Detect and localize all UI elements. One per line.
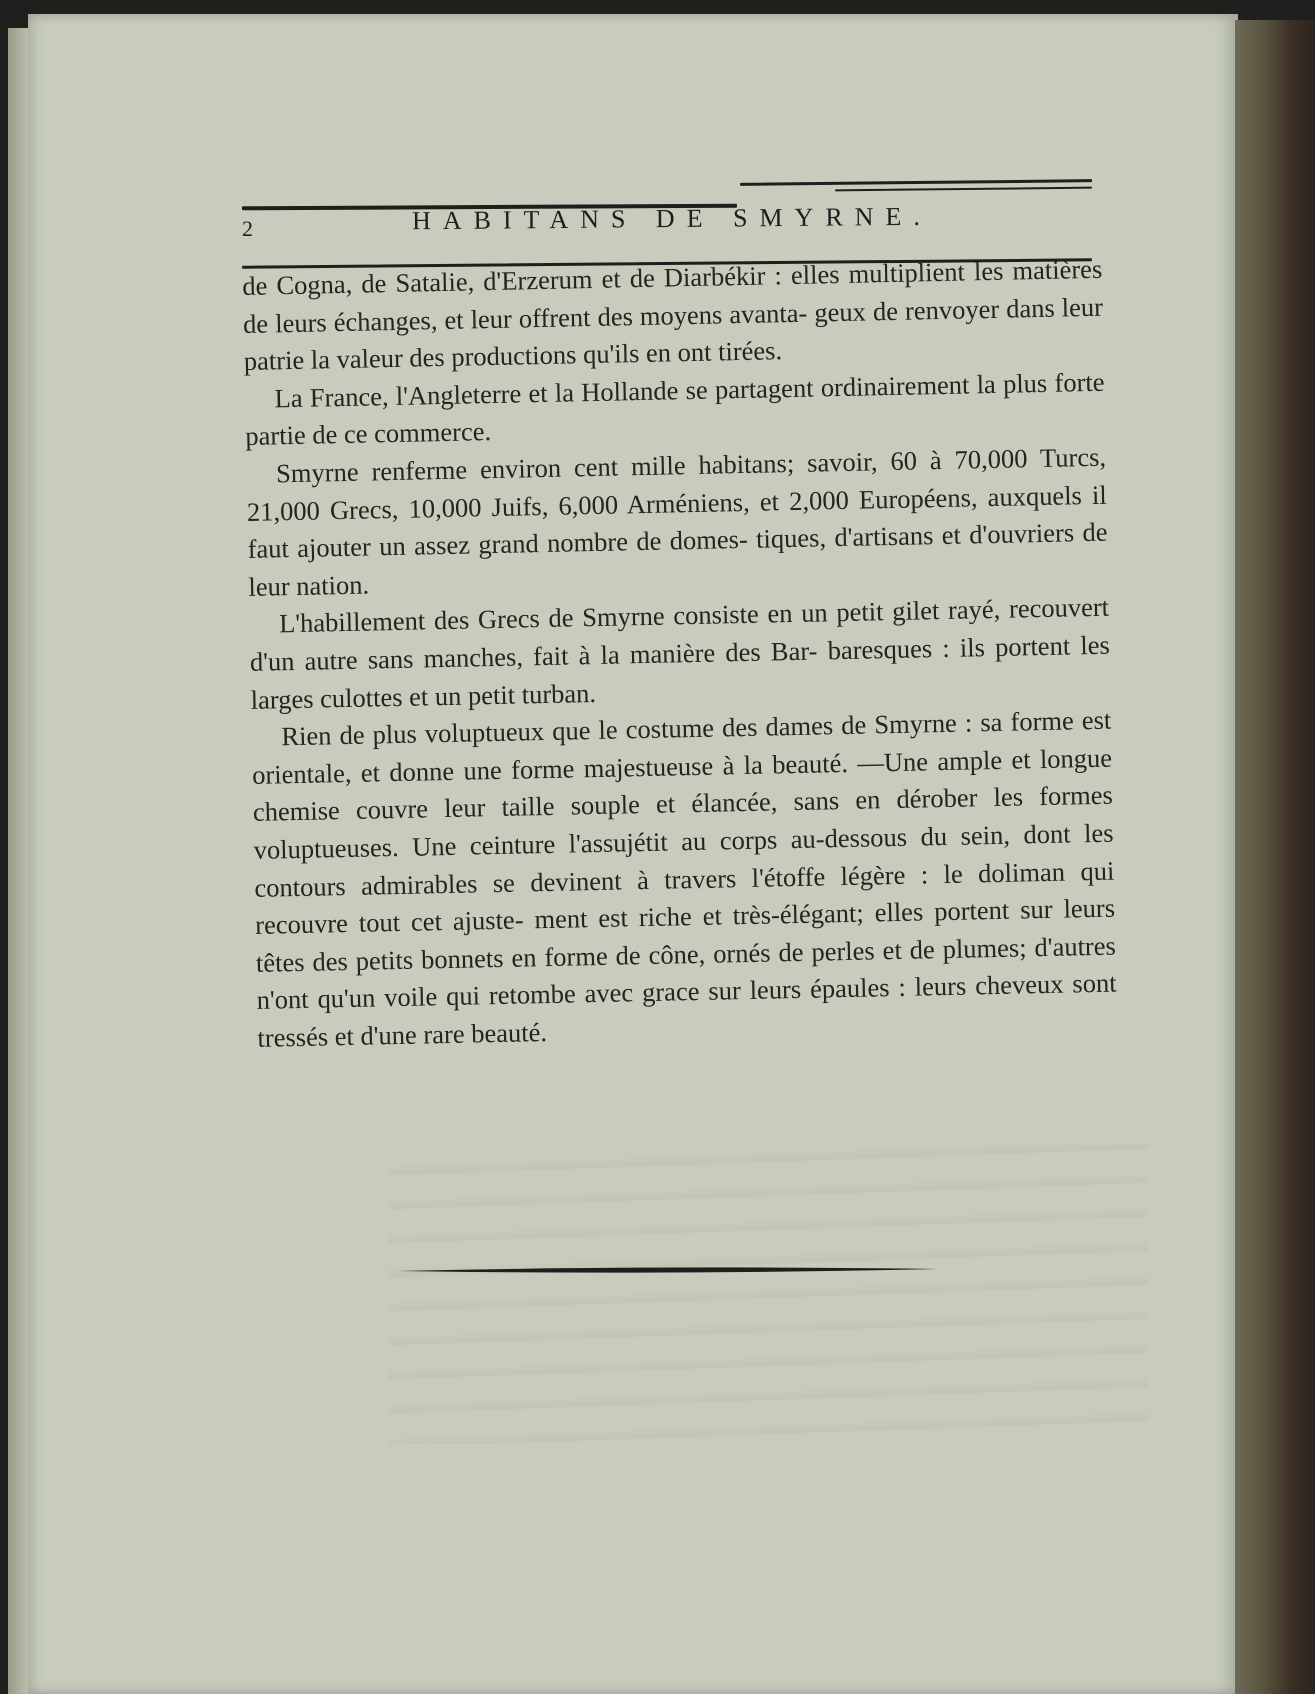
text-line: de Cogna, de Satalie, d'Erzerum et de Diarbékir : elles multiplient <box>242 256 966 301</box>
text-line: en ont tirées. <box>645 335 783 369</box>
text-line: Smyrne renferme environ cent mille habitans; savoir, 60 à 70,000 <box>275 443 1028 489</box>
text-line: sans en dérober les formes voluptueuses. Une ceinture l'assujétit au <box>253 779 1114 865</box>
paragraph <box>242 251 1104 381</box>
text-line: ment est riche et très-élégant; elles portent sur leurs têtes des petits <box>255 892 1116 978</box>
text-line: forme est orientale, et donne une forme majestueuse à la beauté. <box>251 704 1112 790</box>
closing-ornament-rule <box>398 1266 938 1274</box>
paragraph <box>251 702 1118 1058</box>
text-line: les matières de leurs échanges, et leur offrent des moyens avanta- <box>242 253 1103 339</box>
page-header <box>242 201 1092 244</box>
text-line: Européens, auxquels il faut ajouter un assez grand nombre de domes- <box>247 479 1108 565</box>
text-line: rayé, recouvert d'un autre sans manches, fait à la manière des Bar- <box>249 592 1110 677</box>
bleed-through <box>388 1144 1148 1444</box>
text-line: L'habillement des Grecs de Smyrne consiste en un petit gilet <box>278 595 940 639</box>
book-cover-edge <box>1235 20 1315 1694</box>
text-line: corps au-dessous du sein, dont les contours admirables se devinent <box>254 817 1114 903</box>
text-line: Turcs, 21,000 Grecs, 10,000 Juifs, 6,000 Arméniens, et 2,000 <box>246 441 1107 527</box>
paragraph <box>249 589 1111 719</box>
text-line: bonnets en forme de cône, ornés de perles et de plumes; d'autres n'ont <box>256 930 1117 1016</box>
text-line: tiques, d'artisans et d'ouvriers de leur nation. <box>248 516 1108 602</box>
text-line: la plus forte partie de ce commerce. <box>245 366 1105 452</box>
paragraph <box>246 439 1109 607</box>
page-number: 2 <box>242 216 253 241</box>
text-line: baresques : ils portent les larges culottes et un petit turban. <box>250 629 1111 715</box>
running-title: HABITANS DE SMYRNE. <box>411 201 933 236</box>
text-line: sont tressés et d'une rare beauté. <box>257 967 1117 1053</box>
text-line: à travers l'étoffe légère : le doliman qui recouvre tout cet ajuste- <box>254 855 1115 940</box>
text-line: —Une ample et longue chemise couvre leur taille souple et élancée, <box>252 742 1113 828</box>
body-text <box>242 251 1118 1058</box>
text-line: qu'un voile qui retombe avec grace sur leurs épaules : leurs cheveux <box>317 968 1064 1014</box>
text-line: La France, l'Angleterre et la Hollande se partagent ordinairement <box>274 369 970 414</box>
text-line: Rien de plus voluptueux que le costume des dames de Smyrne : sa <box>281 706 1003 752</box>
text-line: geux de renvoyer dans leur patrie la valeur des productions qu'ils <box>243 291 1104 377</box>
